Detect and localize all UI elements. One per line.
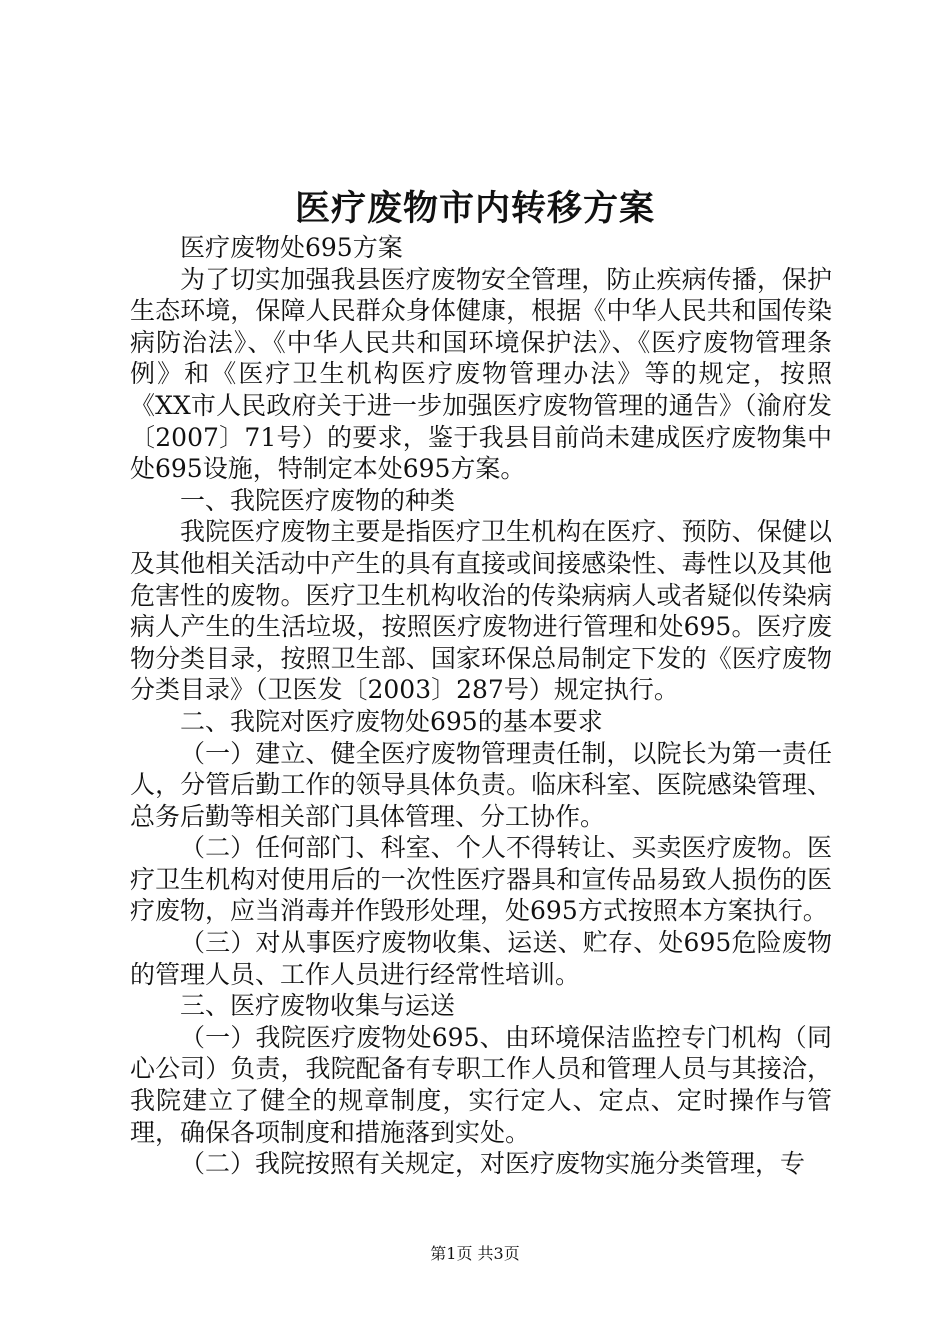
- paragraph-2-3: （三）对从事医疗废物收集、运送、贮存、处695危险废物的管理人员、工作人员进行经常性培训。: [130, 928, 832, 989]
- page-number-footer: 第1页 共3页: [430, 1244, 520, 1263]
- paragraph-3-1: （一）我院医疗废物处695、由环境保洁监控专门机构（同心公司）负责，我院配备有专职工作人员和管理人员与其接洽，我院建立了健全的规章制度，实行定人、定点、定时操作与管理，确保各项制度和措施落到实处。: [130, 1022, 832, 1147]
- paragraph-subtitle: 医疗废物处695方案: [180, 233, 403, 262]
- document-body: [130, 232, 832, 1180]
- document-title: 医疗废物市内转移方案: [294, 188, 655, 229]
- section-heading-3: 三、医疗废物收集与运送: [180, 991, 456, 1021]
- paragraph-2-2: （二）任何部门、科室、个人不得转让、买卖医疗废物。医疗卫生机构对使用后的一次性医疗器具和宣传品易致人损伤的医疗废物，应当消毒并作毁形处理，处695方式按照本方案执行。: [130, 833, 832, 926]
- paragraph-2-1: （一）建立、健全医疗废物管理责任制，以院长为第一责任人，分管后勤工作的领导具体负责。临床科室、医院感染管理、总务后勤等相关部门具体管理、分工协作。: [130, 738, 832, 831]
- section-heading-2: 二、我院对医疗废物处695的基本要求: [180, 706, 603, 736]
- paragraph-3-2: （二）我院按照有关规定，对医疗废物实施分类管理，专: [180, 1149, 806, 1179]
- paragraph-section-1: 我院医疗废物主要是指医疗卫生机构在医疗、预防、保健以及其他相关活动中产生的具有直接或间接感染性、毒性以及其他危害性的废物。医疗卫生机构收治的传染病病人或者疑似传染病病人产生的生活垃圾，按照医疗废物进行管理和处695。医疗废物分类目录，按照卫生部、国家环保总局制定下发的《医疗废物分类目录》（卫医发〔2003〕287号）规定执行。: [130, 517, 832, 705]
- paragraph-intro: 为了切实加强我县医疗废物安全管理，防止疾病传播，保护生态环境，保障人民群众身体健康，根据《中华人民共和国传染病防治法》、《中华人民共和国环境保护法》、《医疗废物管理条例》和《医疗卫生机构医疗废物管理办法》等的规定，按照《XX市人民政府关于进一步加强医疗废物管理的通告》（渝府发〔2007〕71号）的要求，鉴于我县目前尚未建成医疗废物集中处695设施，特制定本处695方案。: [130, 264, 832, 484]
- section-heading-1: 一、我院医疗废物的种类: [180, 485, 456, 515]
